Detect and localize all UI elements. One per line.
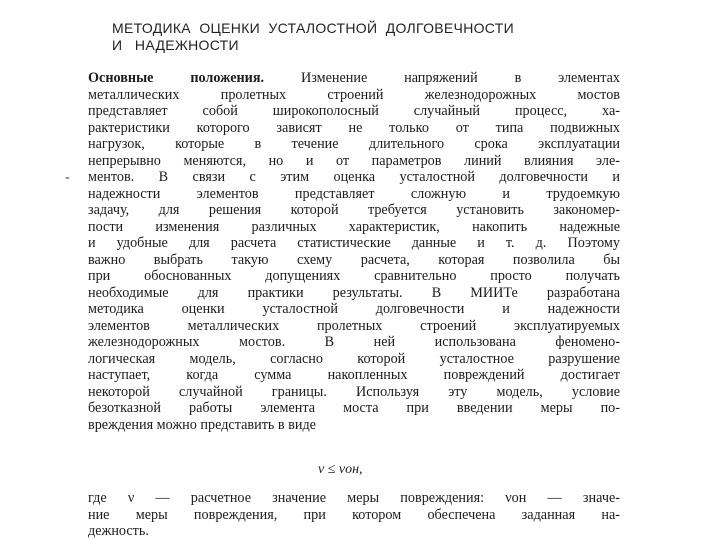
paragraph-line: рактеристики которого зависят не только от типа подвижных — [88, 119, 620, 136]
paragraph-line: некоторой случайной границы. Используя эту модель, условие — [88, 383, 620, 400]
heading-line-1: МЕТОДИКА ОЦЕНКИ УСТАЛОСТНОЙ ДОЛГОВЕЧНОСТИ — [112, 20, 514, 36]
lead-phrase: Основные положения. — [88, 70, 265, 86]
heading-line-2: И НАДЕЖНОСТИ — [112, 37, 239, 53]
paragraph-line: элементов металлических пролетных строений эксплуатируемых — [88, 317, 620, 334]
paragraph-line: нагрузок, которые в течение длительного срока эксплуатации — [88, 136, 620, 152]
paragraph-line: методика оценки усталостной долговечности и надежности — [88, 301, 620, 317]
paragraph-line: вреждения можно представить в виде — [88, 416, 316, 433]
paragraph-line: наступает, когда сумма накопленных повреждений достигает — [88, 367, 620, 383]
body-paragraph — [88, 70, 620, 433]
paragraph-line: пости изменения различных характеристик, накопить надежные — [88, 218, 620, 235]
paragraph-line: железнодорожных мостов. В ней использована феномено- — [88, 334, 620, 350]
paragraph-line: металлических пролетных строений железнодорожных мостов — [88, 86, 620, 103]
paragraph-line: и удобные для расчета статистические данные и т. д. Поэтому — [88, 235, 620, 251]
paragraph-line: ментов. В связи с этим оценка усталостной долговечности и — [88, 169, 620, 185]
paragraph-line: логическая модель, согласно которой усталостное разрушение — [88, 350, 620, 367]
paragraph-line: важно выбрать такую схему расчета, которая позволила бы — [88, 251, 620, 268]
section-heading — [112, 20, 592, 54]
first-line-rest: Изменение напряжений в элементах — [264, 70, 620, 86]
explanation-line: ние меры повреждения, при котором обеспечена заданная на- — [88, 506, 620, 523]
paragraph-line: надежности элементов представляет сложную и трудоемкую — [88, 185, 620, 202]
paragraph-line: представляет собой широкополосный случайный процесс, ха- — [88, 103, 620, 119]
paragraph-line: при обоснованных допущениях сравнительно просто получать — [88, 268, 620, 284]
margin-mark: - — [65, 170, 70, 185]
paragraph-line — [88, 70, 620, 87]
paragraph-line: безотказной работы элемента моста при введении меры по- — [88, 400, 620, 416]
paragraph-line: непрерывно меняются, но и от параметров линий влияния эле- — [88, 152, 620, 169]
formula-explanation — [88, 490, 620, 540]
explanation-line: дежность. — [88, 523, 149, 539]
explanation-line: где ν — расчетное значение меры повреждения: νон — значе- — [88, 490, 620, 506]
formula: ν ≤ νон, — [318, 462, 363, 477]
paragraph-line: необходимые для практики результаты. В МИИТе разработана — [88, 284, 620, 301]
paragraph-line: задачу, для решения которой требуется установить закономер- — [88, 202, 620, 218]
